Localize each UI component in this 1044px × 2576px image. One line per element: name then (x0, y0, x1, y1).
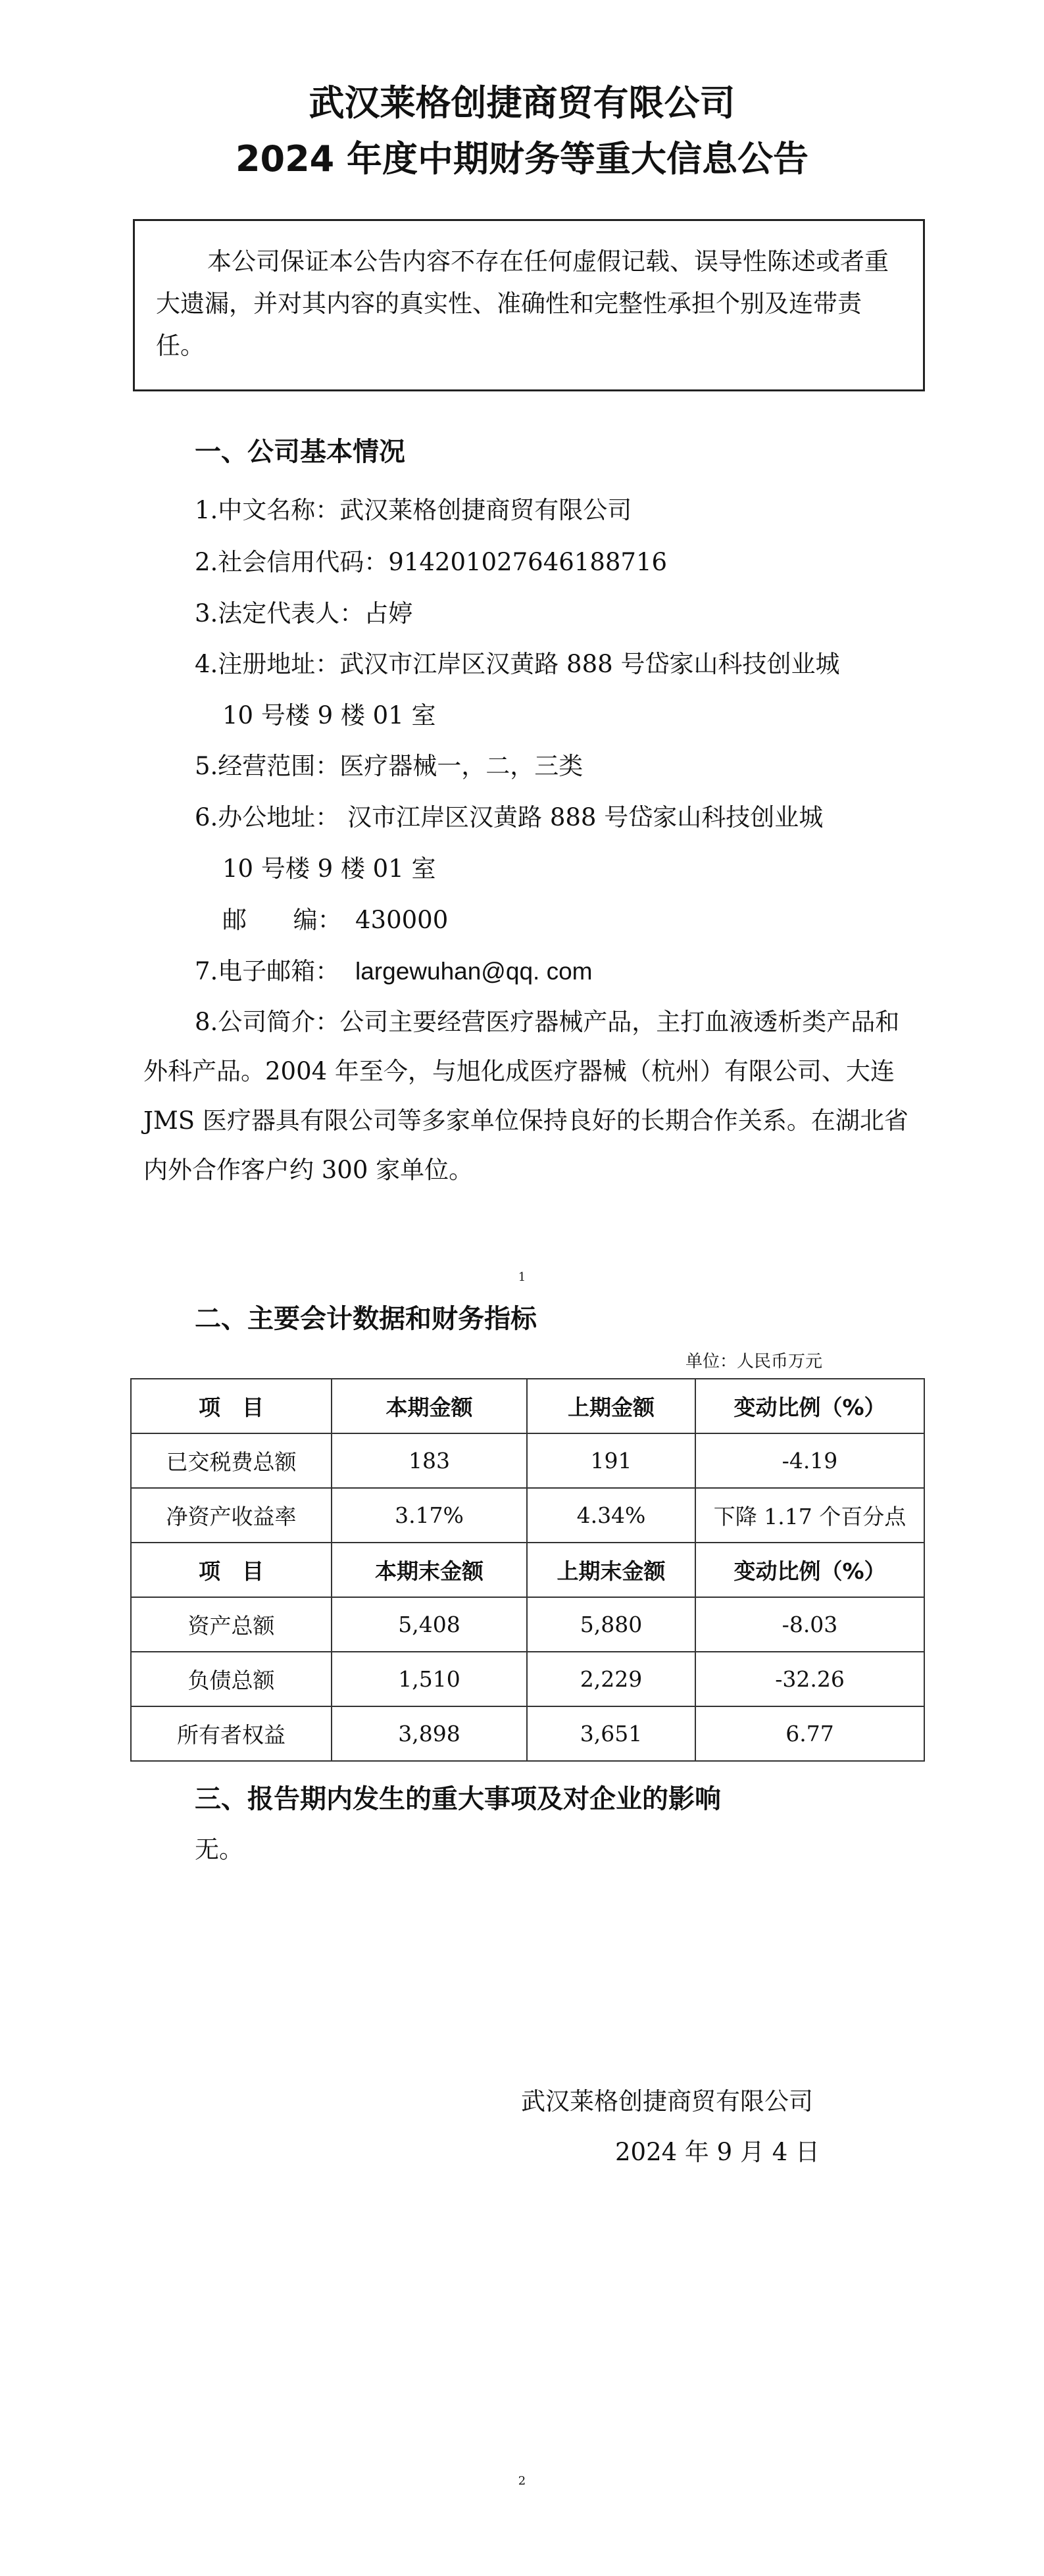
table-row (131, 1652, 924, 1706)
table-cell: 负债总额 (131, 1652, 332, 1706)
unit-note: 单位：人民币万元 (685, 1352, 823, 1372)
section3-heading: 三、报告期内发生的重大事项及对企业的影响 (195, 1784, 721, 1814)
table-header-row (131, 1543, 924, 1597)
table-cell: 191 (527, 1433, 695, 1488)
table-header-cell: 上期金额 (527, 1379, 695, 1433)
table-row (131, 1706, 924, 1761)
table-cell: 4.34% (527, 1488, 695, 1543)
table-row (131, 1433, 924, 1488)
table-header-cell: 项 目 (131, 1543, 332, 1597)
section2-heading: 二、主要会计数据和财务指标 (195, 1304, 537, 1334)
table-cell: 6.77 (695, 1706, 924, 1761)
financial-table (130, 1378, 925, 1762)
registered-address-line: 4.注册地址：武汉市江岸区汉黄路 888 号岱家山科技创业城 (195, 650, 840, 678)
email-label: 7.电子邮箱： (195, 957, 340, 985)
table-cell: 下降 1.17 个百分点 (695, 1488, 924, 1543)
signature-date: 2024 年 9 月 4 日 (615, 2138, 820, 2166)
table-cell: 资产总额 (131, 1597, 332, 1652)
section1-heading: 一、公司基本情况 (195, 437, 405, 467)
table-header-cell: 本期末金额 (332, 1543, 527, 1597)
postcode-value: 430000 (355, 906, 449, 934)
table-cell: 1,510 (332, 1652, 527, 1706)
legal-rep-line: 3.法定代表人：占婷 (195, 599, 413, 628)
table-header-cell: 变动比例（%） (695, 1543, 924, 1597)
table-header-cell: 本期金额 (332, 1379, 527, 1433)
registered-address-line-2: 10 号楼 9 楼 01 室 (222, 701, 436, 730)
table-header-cell: 变动比例（%） (695, 1379, 924, 1433)
table-cell: 所有者权益 (131, 1706, 332, 1761)
email-value: largewuhan@qq. com (355, 958, 593, 985)
page-subtitle: 2024 年度中期财务等重大信息公告 (235, 138, 809, 180)
credit-code-line: 2.社会信用代码：914201027646188716 (195, 548, 668, 576)
table-cell: 2,229 (527, 1652, 695, 1706)
table-row (131, 1597, 924, 1652)
table-cell: 3,651 (527, 1706, 695, 1761)
signature-company: 武汉莱格创捷商贸有限公司 (521, 2087, 813, 2116)
page-number: 2 (518, 2474, 526, 2488)
table-header-row (131, 1379, 924, 1433)
disclaimer-box: 本公司保证本公告内容不存在任何虚假记载、误导性陈述或者重大遗漏，并对其内容的真实性、准确性和完整性承担个别及连带责任。 (133, 219, 925, 391)
table-cell: 3.17% (332, 1488, 527, 1543)
postcode-label: 邮 编： (222, 906, 342, 934)
table-cell: 183 (332, 1433, 527, 1488)
table-cell: 净资产收益率 (131, 1488, 332, 1543)
table-row (131, 1488, 924, 1543)
office-address-line: 6.办公地址： 汉市江岸区汉黄路 888 号岱家山科技创业城 (195, 803, 824, 831)
table-cell: 5,408 (332, 1597, 527, 1652)
business-scope-line: 5.经营范围：医疗器械一，二，三类 (195, 752, 584, 780)
section3-content: 无。 (195, 1835, 243, 1864)
table-header-cell: 上期末金额 (527, 1543, 695, 1597)
table-cell: 已交税费总额 (131, 1433, 332, 1488)
company-intro-paragraph: 8.公司简介：公司主要经营医疗器械产品，主打血液透析类产品和外科产品。2004 年至今，与旭化成医疗器械（杭州）有限公司、大连 JMS 医疗器具有限公司等多家单位保持良好的长期合作关系。在湖北省内外合作客户约 300 家单位。 (143, 1008, 908, 1184)
company-name-line: 1.中文名称：武汉莱格创捷商贸有限公司 (195, 496, 632, 524)
page-title: 武汉莱格创捷商贸有限公司 (309, 82, 735, 124)
table-cell: 5,880 (527, 1597, 695, 1652)
table-cell: -8.03 (695, 1597, 924, 1652)
table-cell: -4.19 (695, 1433, 924, 1488)
office-address-line-2: 10 号楼 9 楼 01 室 (222, 855, 436, 883)
table-cell: -32.26 (695, 1652, 924, 1706)
table-cell: 3,898 (332, 1706, 527, 1761)
page-number: 1 (518, 1270, 526, 1284)
table-header-cell: 项 目 (131, 1379, 332, 1433)
